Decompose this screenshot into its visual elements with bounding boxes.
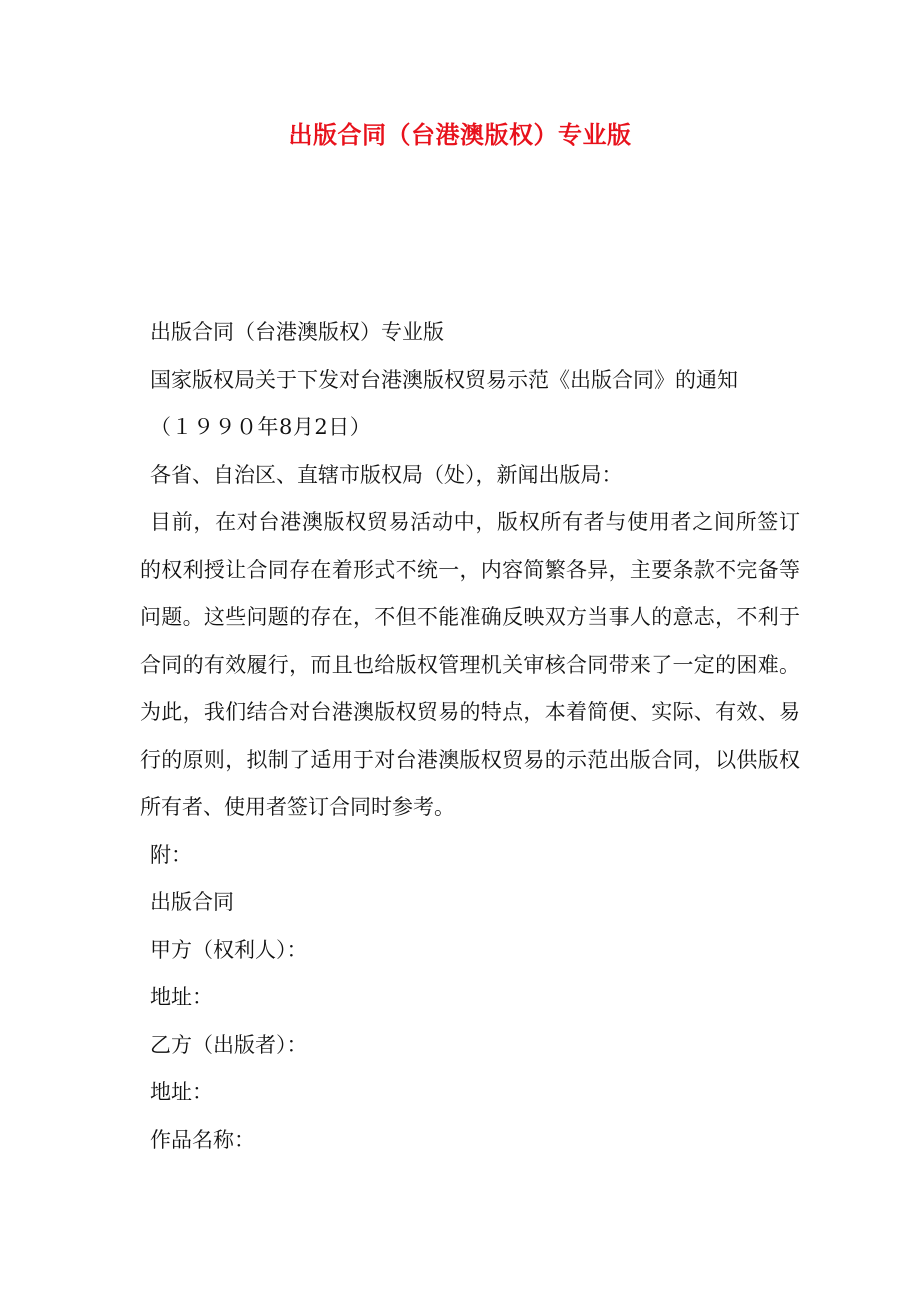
party-b-line: 乙方（出版者）： xyxy=(150,1032,308,1057)
party-a-line: 甲方（权利人）： xyxy=(150,937,308,962)
addressee-line: 各省、自治区、直辖市版权局（处），新闻出版局： xyxy=(150,462,623,487)
attachment-label: 附： xyxy=(150,842,192,867)
party-a-address: 地址： xyxy=(150,985,213,1009)
work-name-line: 作品名称： xyxy=(150,1127,255,1152)
document-body xyxy=(140,309,800,1164)
document-title: 出版合同（台港澳版权）专业版 xyxy=(288,120,632,149)
contract-heading: 出版合同（台港澳版权）专业版 xyxy=(150,320,444,344)
body-paragraph: 目前，在对台港澳版权贸易活动中，版权所有者与使用者之间所签订的权利授让合同存在着形式不统一，内容简繁各异，主要条款不完备等问题。这些问题的存在，不但不能准确反映双方当事人的意志，不利于合同的有效履行，而且也给版权管理机关审核合同带来了一定的困难。为此，我们结合对台港澳版权贸易的特点，本着简便、实际、有效、易行的原则，拟制了适用于对台港澳版权贸易的示范出版合同，以供版权所有者、使用者签订合同时参考。 xyxy=(140,510,800,819)
contract-title: 出版合同 xyxy=(150,890,234,914)
notice-date: （１９９０年8月2日） xyxy=(150,415,372,439)
party-b-address: 地址： xyxy=(150,1080,213,1104)
notice-title: 国家版权局关于下发对台港澳版权贸易示范《出版合同》的通知 xyxy=(150,367,738,392)
